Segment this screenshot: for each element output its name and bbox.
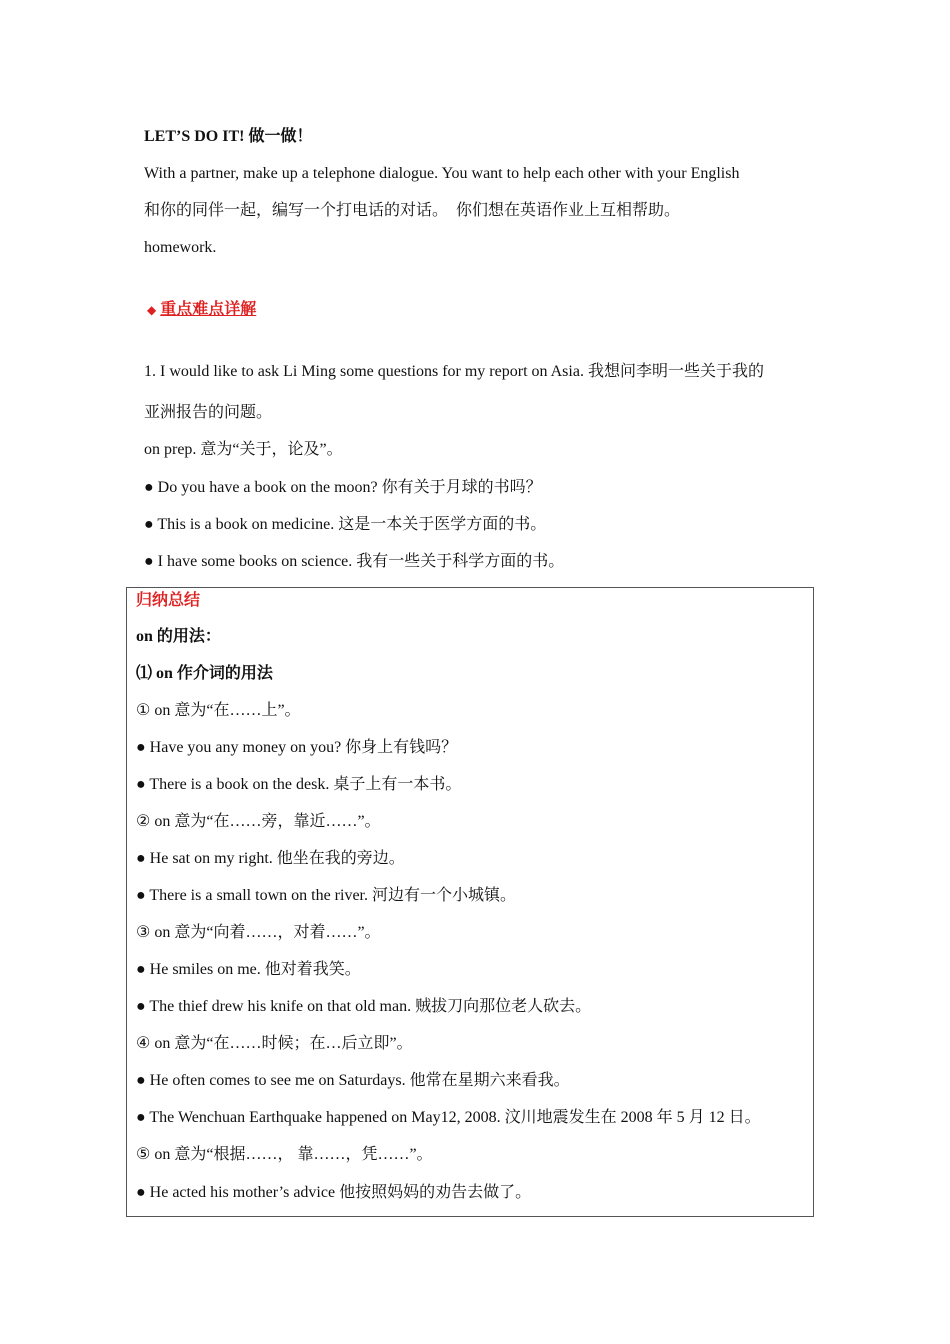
- summary-line: ④ on 意为“在……时候；在…后立即”。: [136, 1035, 413, 1052]
- summary-line: ⑤ on 意为“根据……， 靠……，凭……”。: [136, 1146, 433, 1163]
- on-definition: on prep. 意为“关于，论及”。: [144, 441, 343, 458]
- point-1-line-1: 1. I would like to ask Li Ming some questions for my report on Asia. 我想问李明一些关于我的: [144, 363, 764, 380]
- summary-line: ● He sat on my right. 他坐在我的旁边。: [136, 850, 405, 867]
- example-line: ● Do you have a book on the moon? 你有关于月球的书吗？: [144, 479, 542, 496]
- summary-line: ● There is a small town on the river. 河边有一个小城镇。: [136, 887, 516, 904]
- point-1-line-2: 亚洲报告的问题。: [144, 404, 273, 421]
- summary-line: ③ on 意为“向着……，对着……”。: [136, 924, 381, 941]
- summary-subtitle: on 的用法：: [136, 628, 221, 645]
- diamond-bullet-icon: ◆: [147, 303, 157, 317]
- summary-line: ① on 意为“在……上”。: [136, 702, 301, 719]
- instruction-english: With a partner, make up a telephone dialogue. You want to help each other with your English: [144, 165, 740, 182]
- summary-line: ● Have you any money on you? 你身上有钱吗？: [136, 739, 458, 756]
- summary-line: ● He smiles on me. 他对着我笑。: [136, 961, 361, 978]
- example-line: ● This is a book on medicine. 这是一本关于医学方面的书。: [144, 516, 547, 533]
- lets-do-it-heading: LET’S DO IT! 做一做！: [144, 128, 313, 145]
- summary-line: ● There is a book on the desk. 桌子上有一本书。: [136, 776, 462, 793]
- key-points-title: 重点难点详解: [160, 301, 257, 318]
- summary-line: ● The thief drew his knife on that old man. 贼拔刀向那位老人砍去。: [136, 998, 592, 1015]
- instruction-chinese: 和你的同伴一起，编写一个打电话的对话。 你们想在英语作业上互相帮助。: [144, 202, 681, 219]
- summary-section: ⑴ on 作介词的用法: [136, 665, 273, 682]
- summary-line: ● The Wenchuan Earthquake happened on May12, 2008. 汶川地震发生在 2008 年 5 月 12 日。: [136, 1109, 761, 1126]
- example-line: ● I have some books on science. 我有一些关于科学方面的书。: [144, 553, 565, 570]
- key-points-heading: [147, 300, 256, 320]
- summary-line: ● He acted his mother’s advice 他按照妈妈的劝告去做了。: [136, 1184, 532, 1201]
- summary-line: ② on 意为“在……旁，靠近……”。: [136, 813, 381, 830]
- instruction-english-cont: homework.: [144, 239, 217, 256]
- summary-box: [126, 587, 814, 1217]
- summary-line: ● He often comes to see me on Saturdays. 他常在星期六来看我。: [136, 1072, 570, 1089]
- summary-title: 归纳总结: [136, 592, 201, 609]
